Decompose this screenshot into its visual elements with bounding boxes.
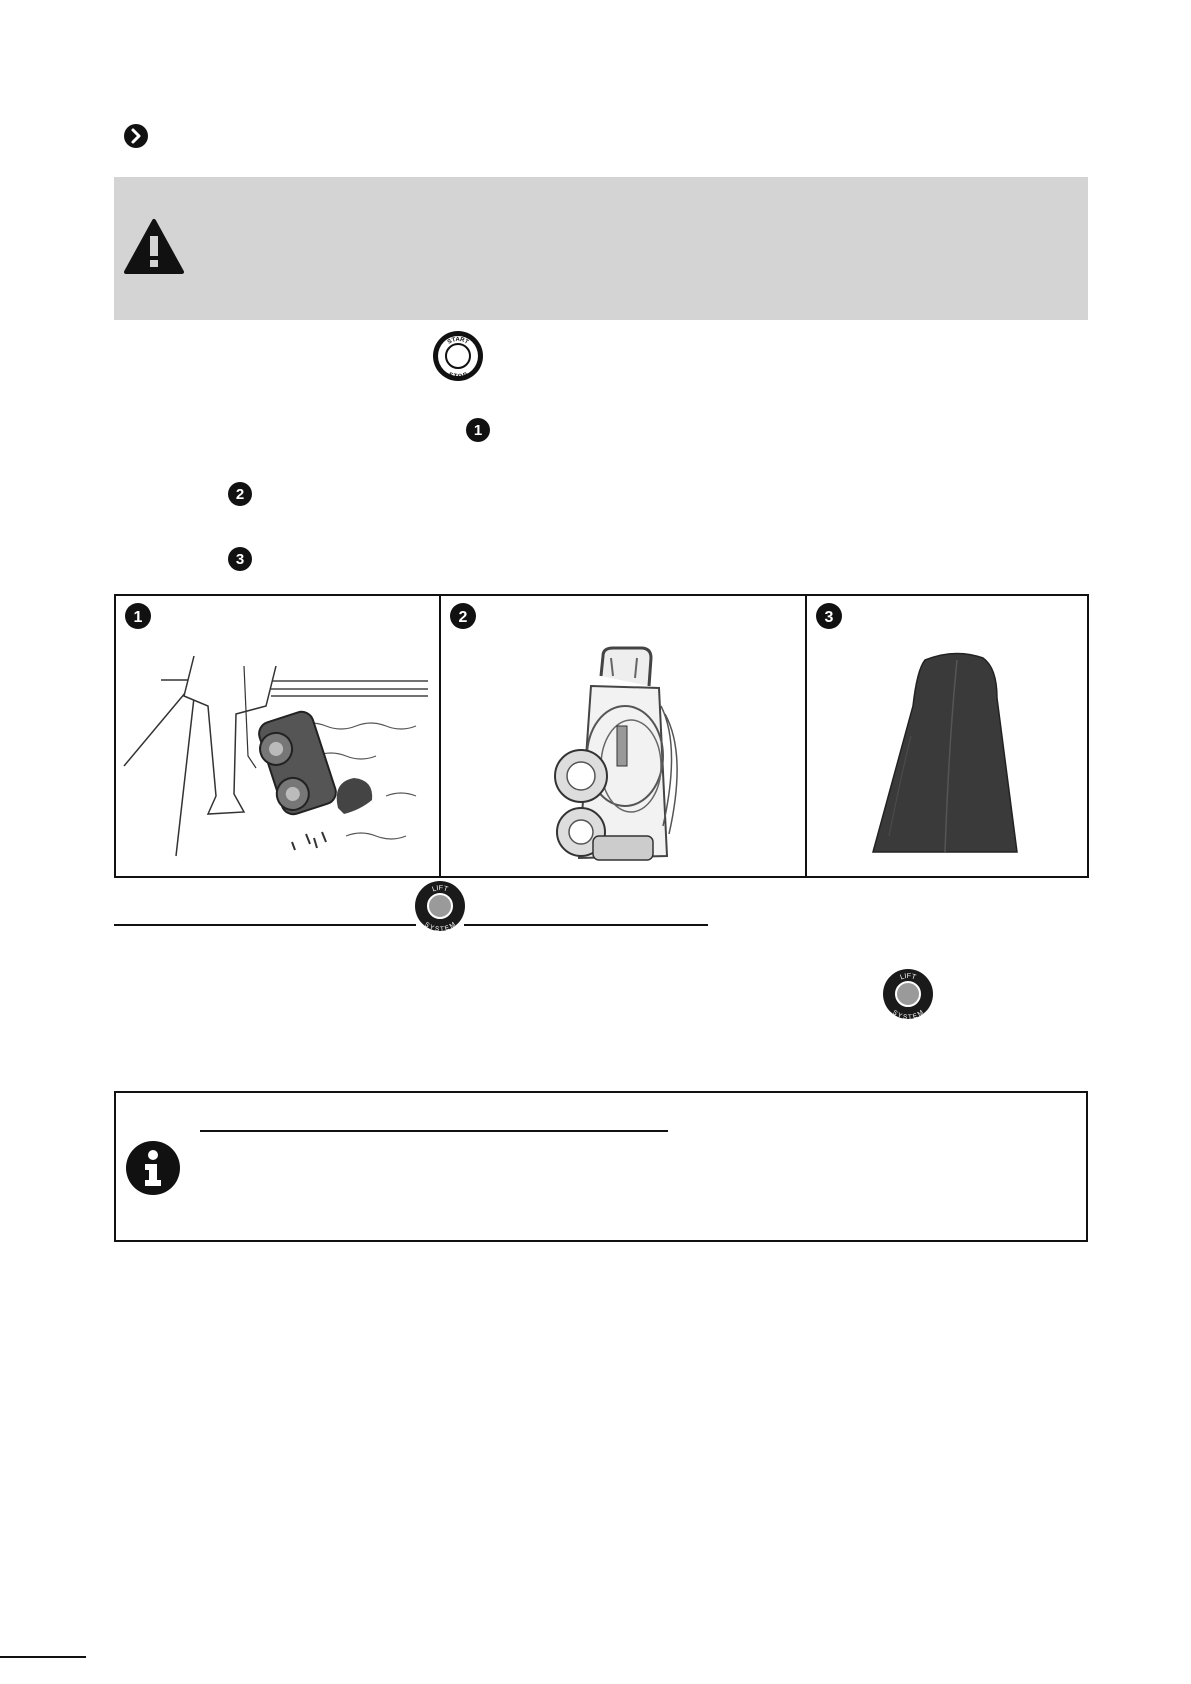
lift-system-button-icon-inline	[882, 968, 934, 1020]
heading-underline-left	[114, 924, 416, 926]
svg-text:SYSTEM: SYSTEM	[891, 1009, 925, 1020]
chevron-right-circle-icon	[124, 124, 148, 148]
figure-panel-1	[114, 594, 441, 878]
svg-text:2: 2	[235, 486, 245, 503]
step-badge-2-icon	[228, 482, 252, 506]
lift-system-button-icon	[414, 880, 466, 932]
figure-badge-3: 3	[824, 609, 834, 626]
step-badge-3-icon	[228, 547, 252, 571]
svg-text:1: 1	[473, 422, 483, 439]
svg-text:LIFT: LIFT	[431, 884, 449, 894]
info-heading-underline	[200, 1130, 668, 1132]
info-box	[114, 1091, 1088, 1242]
warning-box	[114, 177, 1088, 320]
step-badge-1-icon	[466, 418, 490, 442]
svg-text:3: 3	[235, 551, 245, 568]
svg-text:START: START	[446, 336, 470, 346]
figure-panel-2	[439, 594, 807, 878]
svg-text:STOP: STOP	[447, 372, 469, 381]
heading-underline-right	[464, 924, 708, 926]
footer-rule	[0, 1656, 86, 1658]
figure-panel-3	[805, 594, 1089, 878]
figure-badge-2: 2	[458, 609, 468, 626]
figure-badge-1: 1	[133, 609, 143, 626]
warning-triangle-icon	[123, 218, 185, 276]
start-stop-button-icon	[432, 330, 484, 382]
svg-text:SYSTEM: SYSTEM	[423, 921, 457, 932]
svg-text:LIFT: LIFT	[899, 972, 917, 982]
info-icon	[125, 1140, 181, 1196]
